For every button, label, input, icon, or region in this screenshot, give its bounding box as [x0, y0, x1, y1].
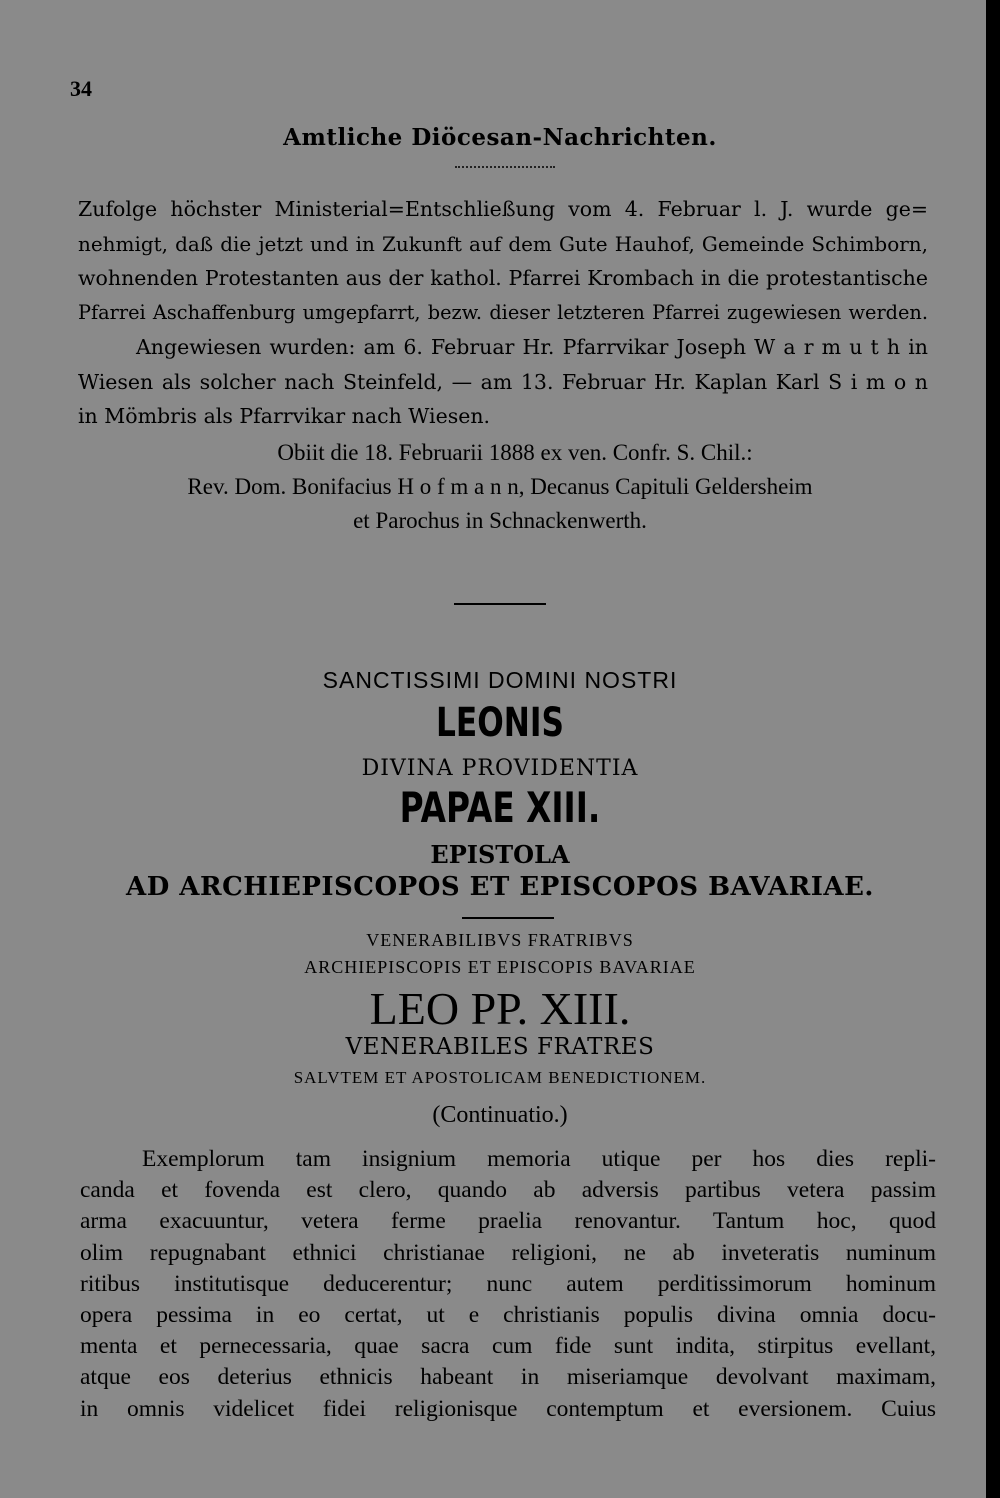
signature-leo: LEO PP. XIII. — [369, 983, 631, 1034]
salutation-archiepiscopis: ARCHIEPISCOPIS ET EPISCOPIS BAVARIAE — [304, 957, 696, 977]
title-epistola: EPISTOLA — [430, 840, 570, 869]
section-divider — [454, 603, 546, 605]
german-paragraph — [78, 192, 928, 434]
obituary-line: Obiit die 18. Februarii 1888 ex ven. Confr. S. Chil.: — [277, 440, 753, 465]
title-divider — [462, 917, 554, 919]
latin-line: arma exacuuntur, vetera ferme praelia renovantur. Tantum hoc, quod — [80, 1208, 936, 1235]
german-line: in Mömbris als Pfarrvikar nach Wiesen. — [78, 404, 491, 428]
latin-line: ritibus institutisque deducerentur; nunc autem perditissimorum hominum — [80, 1270, 936, 1297]
salutation-salutem: SALVTEM ET APOSTOLICAM BENEDICTIONEM. — [293, 1068, 707, 1087]
latin-line: canda et fovenda est clero, quando ab adversis partibus vetera passim — [80, 1177, 936, 1204]
scan-edge — [986, 0, 1000, 1498]
title-divina: DIVINA PROVIDENTIA — [361, 756, 639, 781]
latin-line: opera pessima in eo certat, ut e christianis populis divina omnia docu- — [80, 1302, 936, 1329]
german-line: nehmigt, daß die jetzt und in Zukunft auf dem Gute Hauhof, Gemeinde Schimborn, — [78, 231, 928, 256]
obituary-notice — [0, 436, 1000, 538]
latin-line: menta et pernecessaria, quae sacra cum fide sunt indita, stirpitus evellant, — [80, 1333, 936, 1360]
obituary-line: et Parochus in Schnackenwerth. — [353, 508, 647, 533]
title-leonis: LEONIS — [436, 700, 564, 746]
salutation-venerabilibus: VENERABILIBVS FRATRIBVS — [366, 930, 634, 950]
latin-line: olim repugnabant ethnici christianae religioni, ne ab inveteratis numinum — [80, 1239, 936, 1266]
german-line: wohnenden Protestanten aus der kathol. Pfarrei Krombach in die protestantische — [78, 266, 928, 290]
german-line: Angewiesen wurden: am 6. Februar Hr. Pfarrvikar Joseph W a r m u t h in — [136, 335, 928, 359]
title-papae: PAPAE XIII. — [399, 783, 601, 832]
title-sanctissimi: SANCTISSIMI DOMINI NOSTRI — [322, 667, 678, 693]
continuatio-label: (Continuatio.) — [432, 1102, 568, 1128]
german-line: Wiesen als solcher nach Steinfeld, — am 13. Februar Hr. Kaplan Karl S i m o n — [78, 369, 928, 394]
obituary-line: Rev. Dom. Bonifacius H o f m a n n, Decanus Capituli Geldersheim — [187, 474, 813, 499]
german-line: Zufolge höchster Ministerial=Entschließung vom 4. Februar l. J. wurde ge= — [78, 197, 928, 221]
latin-line: atque eos deterius ethnicis habeant in miseriamque devolvant maximam, — [80, 1364, 936, 1391]
title-addressees: AD ARCHIEPISCOPOS ET EPISCOPOS BAVARIAE. — [126, 872, 874, 902]
page-number: 34 — [70, 76, 92, 101]
german-line: Pfarrei Aschaffenburg umgepfarrt, bezw. dieser letzteren Pfarrei zugewiesen werden. — [78, 300, 928, 324]
salutation-venerabiles: VENERABILES FRATRES — [345, 1034, 655, 1060]
section-heading: Amtliche Diöcesan-Nachrichten. — [283, 124, 717, 151]
heading-ornament — [455, 166, 555, 176]
latin-paragraph — [80, 1144, 936, 1425]
latin-line: in omnis videlicet fidei religionisque contemptum et eversionem. Cuius — [80, 1395, 936, 1422]
latin-line: Exemplorum tam insignium memoria utique per hos dies repli- — [142, 1146, 936, 1172]
